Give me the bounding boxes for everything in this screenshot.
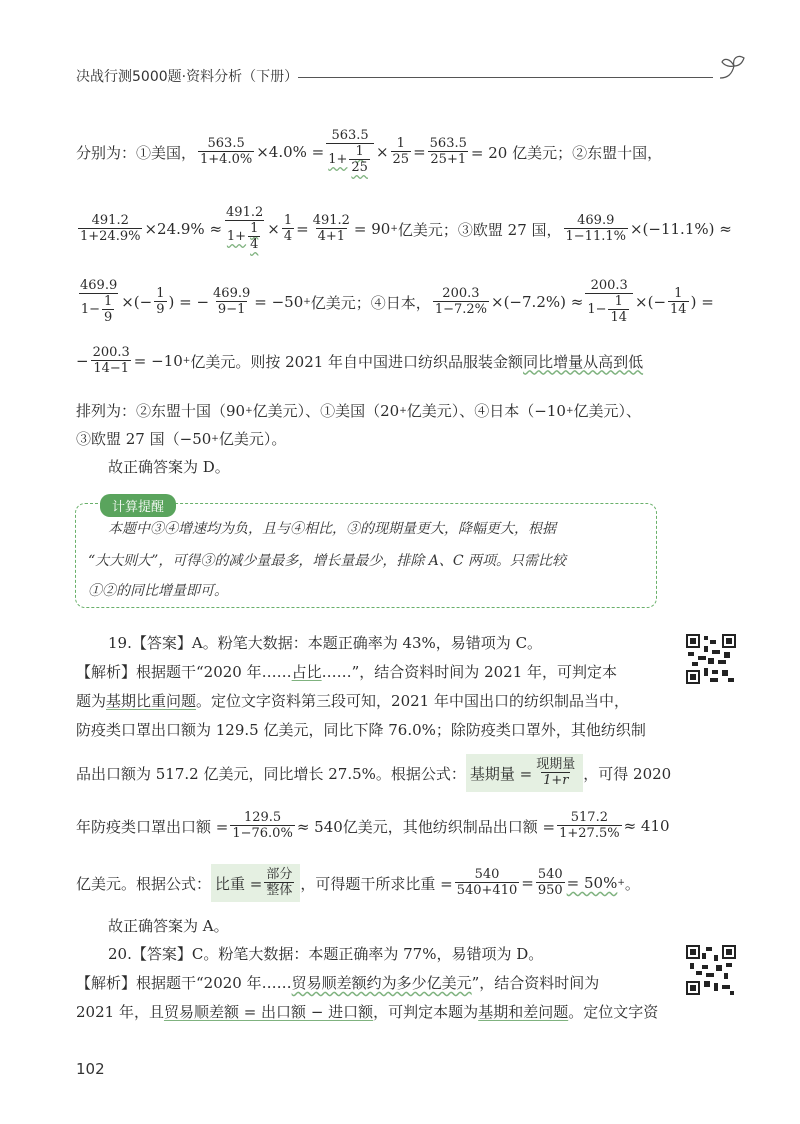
- fraction: $\frac{517.2}{1+27.5\%}$: [559, 810, 620, 841]
- page-number: 102: [76, 1060, 105, 1078]
- fraction: 491.2 1+ $\frac{1}{4}$: [226, 205, 264, 252]
- formula-line-1: 分别为：①美国， $\frac{563.5}{1+4.0\%}$ ×4.0% = 563.5 1+ $\frac{1}{25}$ × $\frac{1}{25}$ = $\frac{563.5}{25+1}$ = 20 亿美元；②东盟十国，: [76, 128, 663, 175]
- fraction: $\frac{540}{950}$: [537, 867, 563, 898]
- text-line-6: ③欧盟 27 国（−50 + 亿美元）。: [76, 430, 287, 448]
- text: 分别为：①美国，: [76, 143, 197, 162]
- fraction: $\frac{1}{14}$: [670, 286, 687, 317]
- fraction: 469.9 1− $\frac{1}{9}$: [80, 278, 118, 325]
- fraction: $\frac{1}{4}$: [283, 213, 293, 244]
- formula-highlight: 基期量 = 现期量 1+r: [466, 754, 583, 792]
- q20-answer: 20.【答案】C。粉笔大数据：本题正确率为 77%，易错项为 D。: [108, 945, 544, 963]
- q20-analysis-1: 【解析】根据题干“2020 年…… 贸易顺差额约为多少亿美元 ”，结合资料时间为: [76, 974, 600, 992]
- q19-analysis-4: 品出口额为 517.2 亿美元，同比增长 27.5%。根据公式： 基期量 = 现期量 1+r ，可得 2020: [76, 754, 671, 792]
- answer-line: 故正确答案为 D。: [108, 458, 230, 476]
- running-header: 决战行测5000题·资料分析（下册）: [76, 69, 299, 85]
- q19-answer-line: 故正确答案为 A。: [108, 917, 229, 935]
- q19-analysis-1: 【解析】根据题干“2020 年…… 占比 ……”，结合资料时间为 2021 年，可判定本: [76, 663, 618, 681]
- fraction: $\frac{540}{540+410}$: [456, 867, 518, 898]
- tip-text-1: 本题中③④增速均为负，且与④相比，③的现期量更大，降幅更大，根据: [108, 521, 556, 537]
- fraction: 200.3 1− $\frac{1}{14}$: [585, 278, 633, 326]
- fraction: $\frac{1}{25}$: [392, 136, 410, 167]
- fraction: $\frac{1}{9}$: [156, 286, 165, 317]
- formula-line-2: $\frac{491.2}{1+24.9\%}$ ×24.9% ≈ 491.2 1+ $\frac{1}{4}$ × $\frac{1}{4}$ = $\frac{491.2}{4+1}$ = 90 + 亿美元；③欧盟 27 国， $\frac{469.9}{1-11.1\%}$ ×(−11.1%) ≈: [80, 205, 732, 252]
- fraction: 563.5 1+ $\frac{1}{25}$: [326, 128, 374, 176]
- tip-label: 计算提醒: [100, 494, 176, 517]
- q19-analysis-2: 题为 基期比重问题 。定位文字资料第三段可知，2021 年中国出口的纺织制品当中，: [76, 692, 629, 710]
- fraction: $\frac{563.5}{1+4.0\%}$: [200, 136, 253, 167]
- tip-text-3: ①②的同比增量即可。: [88, 583, 228, 599]
- qr-code-icon[interactable]: [686, 945, 736, 995]
- fraction: $\frac{200.3}{14-1}$: [92, 345, 130, 376]
- fraction: $\frac{469.9}{9-1}$: [213, 286, 251, 317]
- fraction: $\frac{491.2}{1+24.9\%}$: [80, 213, 141, 244]
- q20-analysis-2: 2021 年，且 贸易顺差额 = 出口额 − 进口额 ，可判定本题为 基期和差问题 。定位文字资: [76, 1003, 659, 1021]
- sprout-icon: [716, 52, 750, 82]
- q19-analysis-3: 防疫类口罩出口额为 129.5 亿美元，同比下降 76.0%；除防疫类口罩外，其他纺织制: [76, 721, 646, 739]
- formula-line-4: − $\frac{200.3}{14-1}$ = −10 + 亿美元。则按 2021 年自中国进口纺织品服装金额 同比增量从高到低: [76, 345, 644, 376]
- formula-line-3: 469.9 1− $\frac{1}{9}$ ×(− $\frac{1}{9}$ ) = − $\frac{469.9}{9-1}$ = −50 + 亿美元；④日本， $\frac{200.3}{1-7.2\%}$ ×(−7.2%) ≈ 200.3 1− $\frac{1}{14}$ ×(− $\frac{1}{14}$ ) =: [80, 278, 714, 325]
- tip-text-2: “大大则大”，可得③的减少量最多，增长量最少，排除 A、C 两项。只需比较: [88, 553, 567, 569]
- formula-highlight: 比重 = 部分 整体: [211, 864, 300, 902]
- fraction: $\frac{129.5}{1-76.0\%}$: [232, 810, 293, 841]
- fraction: $\frac{200.3}{1-7.2\%}$: [434, 286, 488, 317]
- fraction: $\frac{491.2}{4+1}$: [312, 213, 350, 244]
- header-rule: [298, 77, 713, 78]
- q19-analysis-5: 年防疫类口罩出口额 = $\frac{129.5}{1-76.0\%}$ ≈ 540亿美元，其他纺织制品出口额 = $\frac{517.2}{1+27.5\%}$ ≈ 410: [76, 810, 670, 841]
- qr-code-icon[interactable]: [686, 634, 736, 684]
- q19-answer: 19.【答案】A。粉笔大数据：本题正确率为 43%，易错项为 C。: [108, 634, 543, 652]
- fraction: $\frac{563.5}{25+1}$: [429, 136, 467, 167]
- fraction: $\frac{469.9}{1-11.1\%}$: [565, 213, 626, 244]
- q19-analysis-6: 亿美元。根据公式： 比重 = 部分 整体 ，可得题干所求比重 = $\frac{540}{540+410}$ = $\frac{540}{950}$ = 50% + 。: [76, 864, 640, 902]
- text-line-5: 排列为：②东盟十国（90 + 亿美元）、①美国（20 + 亿美元）、④日本（−10 + 亿美元）、: [76, 402, 641, 420]
